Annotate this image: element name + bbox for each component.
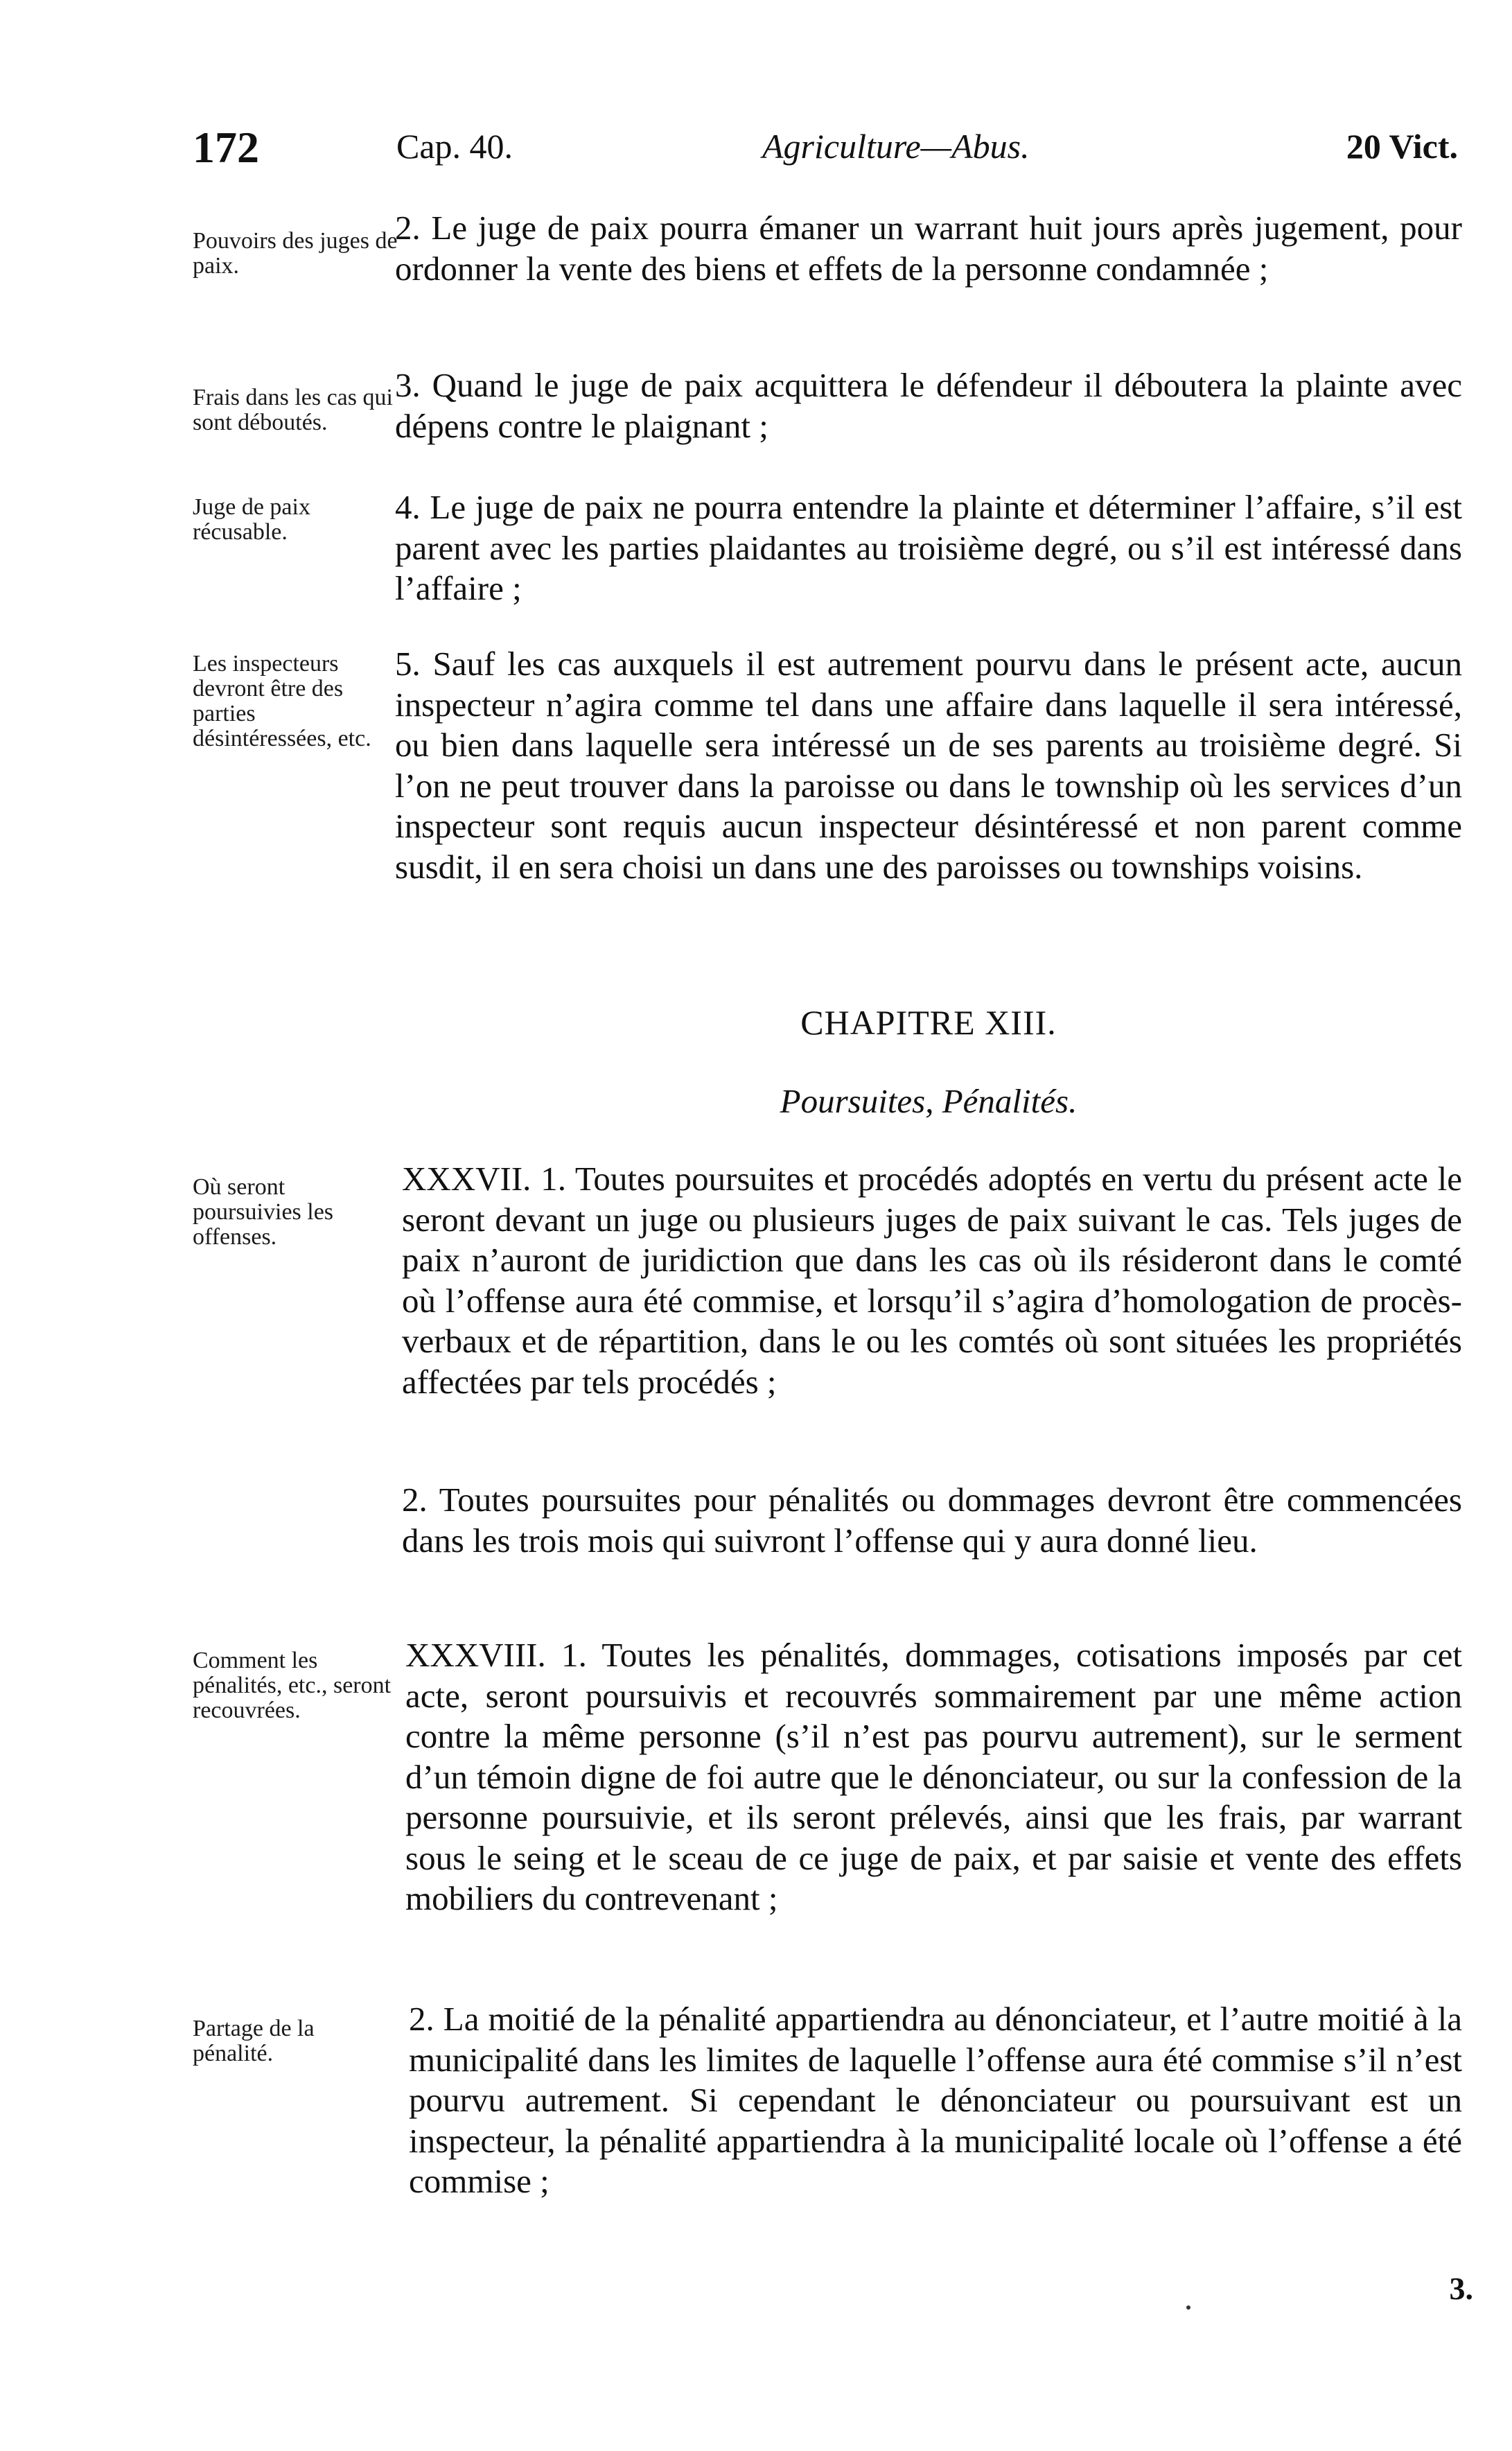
running-title: Agriculture—Abus.	[762, 127, 1030, 166]
chapter-heading: CHAPITRE XIII.	[800, 1003, 1057, 1042]
running-header	[193, 123, 1458, 182]
margin-note: Partage de la pénalité.	[193, 2016, 315, 2066]
reign-label: 20 Vict.	[1346, 127, 1458, 166]
paragraph: XXXVII. 1. Toutes poursuites et procédés adoptés en vertu du présent acte le seront devant un juge ou plusieurs juges de paix suivant le cas. Tels juges de paix n’auront de juridiction que dans les cas où ils résideront dans le comté où l’offense aura été commise, et lorsqu’il s’agira d’homologation de procès-verbaux et de répartition, dans le ou les comtés où sont situées les propriétés affectées par tels procédés ;	[402, 1160, 1462, 1401]
margin-note: Les inspecteurs devront être des parties désintéressées, etc.	[193, 651, 371, 751]
paragraph: 2. La moitié de la pénalité appartiendra au dénonciateur, et l’autre moitié à la municipalité dans les limites de laquelle l’offense aura été commise s’il n’est pourvu autrement. Si cependant le dénonciateur ou poursuivant est un inspecteur, la pénalité appartiendra à la municipalité locale où l’offense a été commise ;	[409, 2000, 1462, 2200]
catchword: 3.	[1449, 2271, 1473, 2306]
margin-note: Frais dans les cas qui sont déboutés.	[193, 385, 393, 435]
paragraph: 2. Toutes poursuites pour pénalités ou dommages devront être commencées dans les trois mois qui suivront l’offense qui y aura donné lieu.	[402, 1481, 1462, 1560]
paragraph: 3. Quand le juge de paix acquittera le défendeur il déboutera la plainte avec dépens contre le plaignant ;	[395, 366, 1462, 445]
paragraph: XXXVIII. 1. Toutes les pénalités, dommages, cotisations imposés par cet acte, seront poursuivis et recouvrés sommairement par une même action contre la même personne (s’il n’est pas pourvu autrement), sur le serment d’un témoin digne de foi autre que le dénonciateur, ou sur la confession de la personne poursuivie, et ils seront prélevés, ainsi que les frais, par warrant sous le seing et le sceau de ce juge de paix, et par saisie et vente des effets mobiliers du contrevenant ;	[405, 1636, 1462, 1917]
margin-note: Pouvoirs des juges de paix.	[193, 228, 398, 279]
paragraph: 5. Sauf les cas auxquels il est autrement pourvu dans le présent acte, aucun inspecteur n’agira comme tel dans une affaire dans laquelle il sera intéressé, ou bien dans laquelle sera intéressé un de ses parents au troisième degré. Si l’on ne peut trouver dans la paroisse ou dans le township où les services d’un inspecteur sont requis aucun inspecteur désintéressé et non parent comme susdit, il en sera choisi un dans une des paroisses ou townships voisins.	[395, 645, 1462, 886]
paragraph: 4. Le juge de paix ne pourra entendre la plainte et déterminer l’affaire, s’il est parent avec les parties plaidantes au troisième degré, ou s’il est intéressé dans l’affaire ;	[395, 488, 1462, 607]
margin-note: Où seront poursuivies les offenses.	[193, 1174, 334, 1250]
margin-note: Comment les pénalités, etc., seront recouvrées.	[193, 1648, 392, 1723]
page-number: 172	[193, 123, 259, 172]
ink-speck	[1186, 2305, 1190, 2310]
chapter-subtitle: Poursuites, Pénalités.	[780, 1082, 1078, 1120]
paragraph: 2. Le juge de paix pourra émaner un warrant huit jours après jugement, pour ordonner la vente des biens et effets de la personne condamnée ;	[395, 209, 1462, 288]
margin-note: Juge de paix récusable.	[193, 494, 310, 545]
chapter-label: Cap. 40.	[396, 127, 513, 166]
